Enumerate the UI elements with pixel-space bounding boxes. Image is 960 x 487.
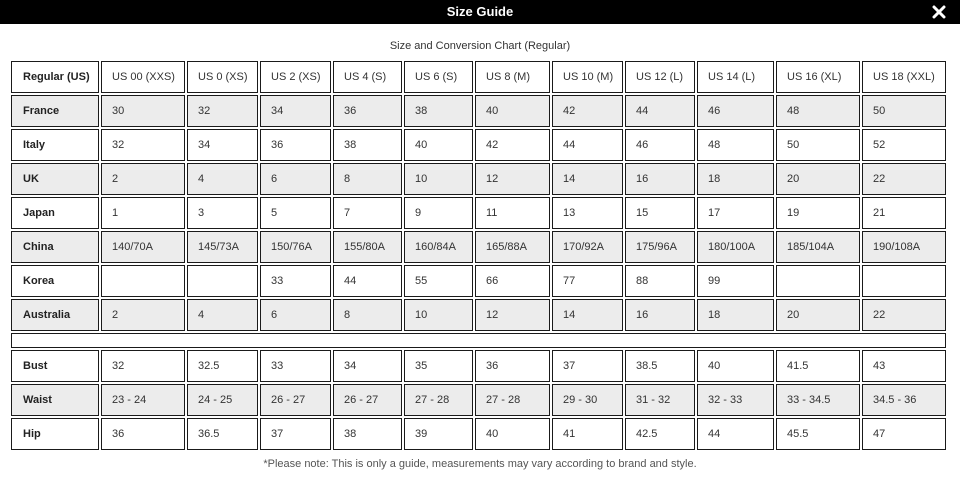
table-row: [11, 129, 946, 161]
table-cell: 1: [101, 197, 185, 229]
table-cell: 33: [260, 350, 331, 382]
table-cell: 17: [697, 197, 774, 229]
table-cell: 99: [697, 265, 774, 297]
table-cell: 48: [697, 129, 774, 161]
table-cell: 5: [260, 197, 331, 229]
table-row: [11, 265, 946, 297]
table-cell: 36: [475, 350, 550, 382]
table-cell: 35: [404, 350, 473, 382]
table-cell: 44: [697, 418, 774, 450]
disclaimer-note: *Please note: This is only a guide, measurements may vary according to brand and style.: [263, 458, 697, 470]
row-header-cell: Australia: [11, 299, 99, 331]
table-cell: 77: [552, 265, 623, 297]
table-cell: 24 - 25: [187, 384, 258, 416]
table-row: [11, 197, 946, 229]
table-cell: 44: [552, 129, 623, 161]
table-cell: 34: [187, 129, 258, 161]
row-header-cell: Japan: [11, 197, 99, 229]
table-cell: 46: [625, 129, 695, 161]
table-row: [11, 299, 946, 331]
table-cell: 150/76A: [260, 231, 331, 263]
header-cell: US 8 (M): [475, 61, 550, 93]
header-cell: US 2 (XS): [260, 61, 331, 93]
table-cell: 55: [404, 265, 473, 297]
size-chart-table: [9, 59, 948, 452]
table-cell: 4: [187, 163, 258, 195]
table-cell: 165/88A: [475, 231, 550, 263]
table-cell: 12: [475, 163, 550, 195]
table-cell: 36: [101, 418, 185, 450]
table-cell: 8: [333, 299, 402, 331]
table-cell: 3: [187, 197, 258, 229]
header-cell: US 16 (XL): [776, 61, 860, 93]
table-cell: 40: [475, 418, 550, 450]
header-cell: US 14 (L): [697, 61, 774, 93]
table-cell: 37: [552, 350, 623, 382]
table-cell: 8: [333, 163, 402, 195]
table-cell: 19: [776, 197, 860, 229]
table-cell: 34: [260, 95, 331, 127]
row-header-cell: Bust: [11, 350, 99, 382]
table-cell: 38: [333, 129, 402, 161]
table-cell: 23 - 24: [101, 384, 185, 416]
table-cell: 32.5: [187, 350, 258, 382]
row-header-cell: Korea: [11, 265, 99, 297]
table-cell: 14: [552, 163, 623, 195]
header-cell: US 10 (M): [552, 61, 623, 93]
table-cell: 43: [862, 350, 946, 382]
table-cell: 185/104A: [776, 231, 860, 263]
table-cell: 155/80A: [333, 231, 402, 263]
header-cell: US 0 (XS): [187, 61, 258, 93]
header-cell: US 12 (L): [625, 61, 695, 93]
table-cell: 16: [625, 163, 695, 195]
table-spacer-row: [11, 333, 946, 348]
row-header-cell: Italy: [11, 129, 99, 161]
table-cell: 38: [404, 95, 473, 127]
table-cell: [862, 265, 946, 297]
table-cell: 40: [475, 95, 550, 127]
modal-titlebar: [0, 0, 960, 24]
table-cell: 42: [475, 129, 550, 161]
table-cell: 22: [862, 163, 946, 195]
table-cell: 40: [404, 129, 473, 161]
table-cell: 20: [776, 299, 860, 331]
table-cell: 66: [475, 265, 550, 297]
table-cell: 140/70A: [101, 231, 185, 263]
table-cell: 145/73A: [187, 231, 258, 263]
chart-caption: Size and Conversion Chart (Regular): [389, 40, 571, 52]
table-cell: 33 - 34.5: [776, 384, 860, 416]
table-cell: 42: [552, 95, 623, 127]
table-cell: 26 - 27: [260, 384, 331, 416]
table-cell: 15: [625, 197, 695, 229]
close-button[interactable]: [928, 1, 950, 23]
table-row: [11, 418, 946, 450]
table-cell: 10: [404, 163, 473, 195]
table-cell: 34: [333, 350, 402, 382]
table-cell: 48: [776, 95, 860, 127]
table-cell: 44: [625, 95, 695, 127]
table-cell: [101, 265, 185, 297]
table-cell: 30: [101, 95, 185, 127]
row-header-cell: Hip: [11, 418, 99, 450]
table-cell: 32 - 33: [697, 384, 774, 416]
table-cell: 6: [260, 163, 331, 195]
table-cell: 20: [776, 163, 860, 195]
table-cell: 6: [260, 299, 331, 331]
table-cell: 47: [862, 418, 946, 450]
row-header-cell: China: [11, 231, 99, 263]
table-cell: 2: [101, 299, 185, 331]
table-cell: 18: [697, 163, 774, 195]
table-cell: 160/84A: [404, 231, 473, 263]
table-cell: 29 - 30: [552, 384, 623, 416]
table-cell: 41: [552, 418, 623, 450]
table-cell: 21: [862, 197, 946, 229]
table-cell: 180/100A: [697, 231, 774, 263]
table-cell: 170/92A: [552, 231, 623, 263]
table-cell: 52: [862, 129, 946, 161]
table-row: [11, 350, 946, 382]
table-cell: 45.5: [776, 418, 860, 450]
table-cell: 46: [697, 95, 774, 127]
table-cell: 14: [552, 299, 623, 331]
table-cell: 31 - 32: [625, 384, 695, 416]
table-cell: 41.5: [776, 350, 860, 382]
table-cell: 190/108A: [862, 231, 946, 263]
table-row: [11, 95, 946, 127]
table-cell: 36: [333, 95, 402, 127]
table-cell: 44: [333, 265, 402, 297]
table-cell: 7: [333, 197, 402, 229]
table-cell: 34.5 - 36: [862, 384, 946, 416]
table-cell: 11: [475, 197, 550, 229]
table-cell: 32: [187, 95, 258, 127]
table-cell: 37: [260, 418, 331, 450]
table-cell: 32: [101, 350, 185, 382]
modal-title: Size Guide: [446, 4, 514, 19]
table-cell: 42.5: [625, 418, 695, 450]
row-header-cell: UK: [11, 163, 99, 195]
table-cell: 9: [404, 197, 473, 229]
table-cell: 26 - 27: [333, 384, 402, 416]
table-row: [11, 163, 946, 195]
table-cell: 13: [552, 197, 623, 229]
header-cell: US 18 (XXL): [862, 61, 946, 93]
table-cell: 18: [697, 299, 774, 331]
table-cell: 12: [475, 299, 550, 331]
table-cell: 10: [404, 299, 473, 331]
header-cell: US 4 (S): [333, 61, 402, 93]
row-header-cell: Waist: [11, 384, 99, 416]
table-cell: [187, 265, 258, 297]
spacer-cell: [11, 333, 946, 348]
table-cell: 175/96A: [625, 231, 695, 263]
table-cell: 32: [101, 129, 185, 161]
table-row: [11, 384, 946, 416]
table-cell: 16: [625, 299, 695, 331]
table-row: [11, 231, 946, 263]
table-cell: 39: [404, 418, 473, 450]
table-cell: 50: [776, 129, 860, 161]
table-cell: 27 - 28: [404, 384, 473, 416]
table-cell: 38: [333, 418, 402, 450]
table-cell: 36: [260, 129, 331, 161]
header-cell-regular-us: Regular (US): [11, 61, 99, 93]
table-cell: 50: [862, 95, 946, 127]
row-header-cell: France: [11, 95, 99, 127]
table-cell: 38.5: [625, 350, 695, 382]
header-cell: US 00 (XXS): [101, 61, 185, 93]
table-cell: 2: [101, 163, 185, 195]
table-cell: 40: [697, 350, 774, 382]
table-cell: 88: [625, 265, 695, 297]
header-cell: US 6 (S): [404, 61, 473, 93]
table-cell: 33: [260, 265, 331, 297]
table-header-row: [11, 61, 946, 93]
table-cell: 4: [187, 299, 258, 331]
table-cell: 27 - 28: [475, 384, 550, 416]
table-cell: 36.5: [187, 418, 258, 450]
table-cell: [776, 265, 860, 297]
table-cell: 22: [862, 299, 946, 331]
close-icon: [932, 5, 946, 19]
